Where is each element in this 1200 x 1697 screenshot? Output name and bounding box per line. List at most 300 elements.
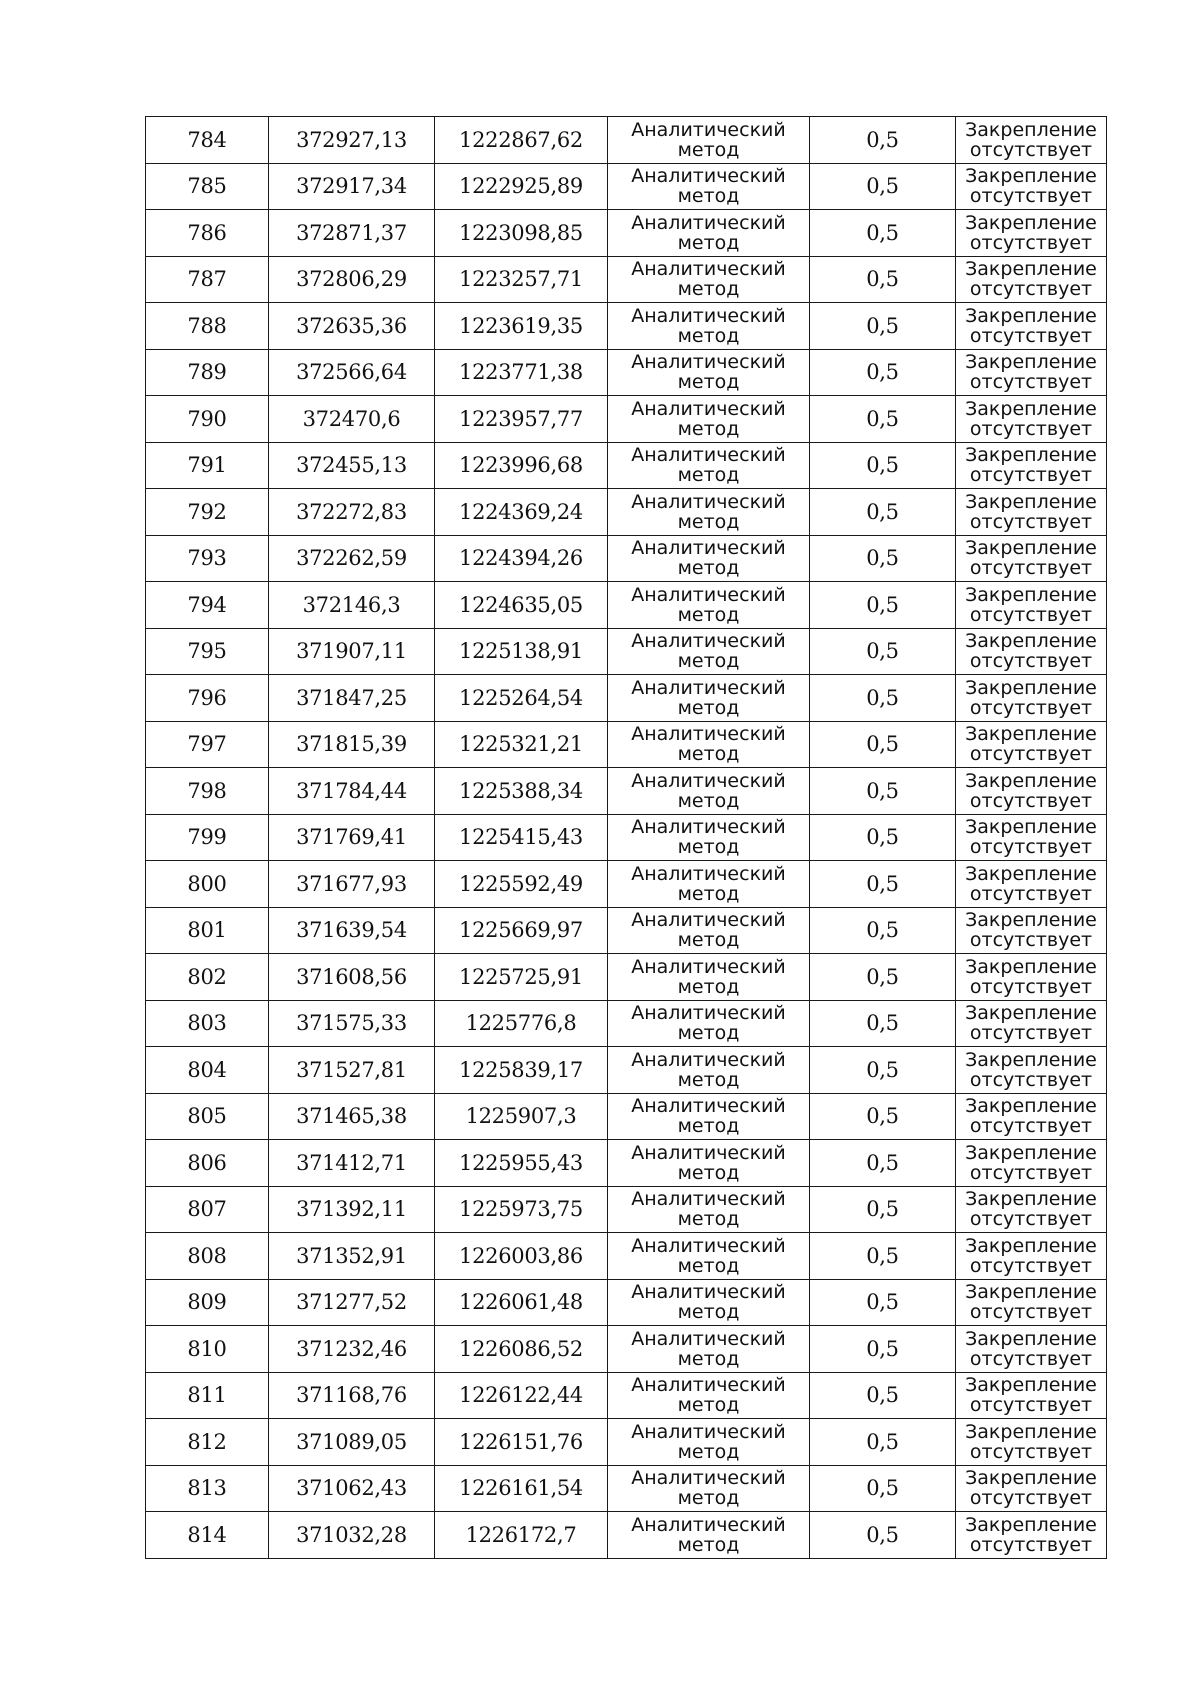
method-cell: [608, 1093, 810, 1140]
table-row: [146, 1186, 1107, 1233]
fixation-line-2: отсутствует: [969, 557, 1093, 580]
point-number-cell: 803: [146, 1000, 269, 1047]
method-line-2: метод: [677, 464, 740, 487]
accuracy-cell: 0,5: [810, 1419, 956, 1466]
fixation-cell: [956, 1279, 1107, 1326]
y-coordinate-cell: 1223619,35: [435, 303, 608, 350]
fixation-line-1: Закрепление: [965, 676, 1097, 699]
x-coordinate-cell: 372262,59: [269, 535, 435, 582]
y-coordinate-cell: 1223257,71: [435, 256, 608, 303]
method-line-1: Аналитический: [631, 1234, 786, 1257]
method-line-2: метод: [677, 1487, 740, 1510]
point-number-cell: 806: [146, 1140, 269, 1187]
fixation-line-2: отсутствует: [969, 417, 1093, 440]
table-row: [146, 628, 1107, 675]
method-line-1: Аналитический: [631, 1374, 786, 1397]
x-coordinate-cell: 372917,34: [269, 163, 435, 210]
table-row: [146, 349, 1107, 396]
fixation-line-2: отсутствует: [969, 185, 1093, 208]
x-coordinate-cell: 372272,83: [269, 489, 435, 536]
fixation-line-1: Закрепление: [965, 118, 1097, 141]
accuracy-cell: 0,5: [810, 163, 956, 210]
fixation-cell: [956, 1372, 1107, 1419]
fixation-line-1: Закрепление: [965, 1048, 1097, 1071]
table-row: [146, 489, 1107, 536]
table-row: [146, 814, 1107, 861]
fixation-cell: [956, 721, 1107, 768]
y-coordinate-cell: 1225776,8: [435, 1000, 608, 1047]
fixation-cell: [956, 954, 1107, 1001]
fixation-line-1: Закрепление: [965, 1234, 1097, 1257]
table-row: [146, 675, 1107, 722]
fixation-line-1: Закрепление: [965, 165, 1097, 188]
method-cell: [608, 442, 810, 489]
point-number-cell: 784: [146, 117, 269, 164]
method-line-2: метод: [677, 1347, 740, 1370]
method-line-1: Аналитический: [631, 909, 786, 932]
point-number-cell: 788: [146, 303, 269, 350]
accuracy-cell: 0,5: [810, 1047, 956, 1094]
fixation-line-2: отсутствует: [969, 324, 1093, 347]
x-coordinate-cell: 371062,43: [269, 1465, 435, 1512]
x-coordinate-cell: 371465,38: [269, 1093, 435, 1140]
method-line-1: Аналитический: [631, 816, 786, 839]
fixation-line-2: отсутствует: [969, 650, 1093, 673]
table-row: [146, 1093, 1107, 1140]
method-cell: [608, 1326, 810, 1373]
fixation-cell: [956, 861, 1107, 908]
fixation-cell: [956, 489, 1107, 536]
y-coordinate-cell: 1225725,91: [435, 954, 608, 1001]
fixation-line-1: Закрепление: [965, 1188, 1097, 1211]
y-coordinate-cell: 1225669,97: [435, 907, 608, 954]
point-number-cell: 794: [146, 582, 269, 629]
point-number-cell: 799: [146, 814, 269, 861]
method-cell: [608, 1140, 810, 1187]
accuracy-cell: 0,5: [810, 1279, 956, 1326]
fixation-line-1: Закрепление: [965, 583, 1097, 606]
fixation-cell: [956, 1419, 1107, 1466]
y-coordinate-cell: 1225592,49: [435, 861, 608, 908]
accuracy-cell: 0,5: [810, 1093, 956, 1140]
accuracy-cell: 0,5: [810, 1372, 956, 1419]
table-row: [146, 117, 1107, 164]
fixation-cell: [956, 768, 1107, 815]
method-line-1: Аналитический: [631, 1467, 786, 1490]
fixation-line-2: отсутствует: [969, 1022, 1093, 1045]
fixation-line-1: Закрепление: [965, 211, 1097, 234]
x-coordinate-cell: 371639,54: [269, 907, 435, 954]
x-coordinate-cell: 372871,37: [269, 210, 435, 257]
accuracy-cell: 0,5: [810, 861, 956, 908]
x-coordinate-cell: 371847,25: [269, 675, 435, 722]
y-coordinate-cell: 1225415,43: [435, 814, 608, 861]
y-coordinate-cell: 1223098,85: [435, 210, 608, 257]
x-coordinate-cell: 371527,81: [269, 1047, 435, 1094]
method-cell: [608, 582, 810, 629]
x-coordinate-cell: 371412,71: [269, 1140, 435, 1187]
point-number-cell: 808: [146, 1233, 269, 1280]
fixation-line-2: отсутствует: [969, 1161, 1093, 1184]
method-cell: [608, 489, 810, 536]
point-number-cell: 797: [146, 721, 269, 768]
table-row: [146, 768, 1107, 815]
method-cell: [608, 256, 810, 303]
fixation-cell: [956, 349, 1107, 396]
method-line-1: Аналитический: [631, 118, 786, 141]
fixation-line-1: Закрепление: [965, 351, 1097, 374]
y-coordinate-cell: 1225388,34: [435, 768, 608, 815]
method-line-2: метод: [677, 1254, 740, 1277]
fixation-line-1: Закрепление: [965, 258, 1097, 281]
fixation-line-1: Закрепление: [965, 1374, 1097, 1397]
accuracy-cell: 0,5: [810, 768, 956, 815]
method-line-1: Аналитический: [631, 676, 786, 699]
fixation-line-1: Закрепление: [965, 490, 1097, 513]
method-line-1: Аналитический: [631, 1281, 786, 1304]
point-number-cell: 798: [146, 768, 269, 815]
table-row: [146, 1140, 1107, 1187]
method-line-1: Аналитический: [631, 1513, 786, 1536]
fixation-cell: [956, 1000, 1107, 1047]
table-row: [146, 1279, 1107, 1326]
fixation-line-1: Закрепление: [965, 444, 1097, 467]
method-line-1: Аналитический: [631, 1188, 786, 1211]
coordinates-table: [145, 116, 1107, 1559]
table-row: [146, 1047, 1107, 1094]
fixation-line-1: Закрепление: [965, 862, 1097, 885]
fixation-cell: [956, 256, 1107, 303]
x-coordinate-cell: 371608,56: [269, 954, 435, 1001]
fixation-line-1: Закрепление: [965, 1513, 1097, 1536]
point-number-cell: 814: [146, 1512, 269, 1559]
fixation-line-2: отсутствует: [969, 836, 1093, 859]
method-line-2: метод: [677, 1440, 740, 1463]
method-cell: [608, 907, 810, 954]
fixation-line-2: отсутствует: [969, 603, 1093, 626]
x-coordinate-cell: 371352,91: [269, 1233, 435, 1280]
y-coordinate-cell: 1225907,3: [435, 1093, 608, 1140]
method-line-1: Аналитический: [631, 1002, 786, 1025]
accuracy-cell: 0,5: [810, 442, 956, 489]
table-row: [146, 861, 1107, 908]
y-coordinate-cell: 1225321,21: [435, 721, 608, 768]
method-line-1: Аналитический: [631, 1327, 786, 1350]
y-coordinate-cell: 1223996,68: [435, 442, 608, 489]
method-cell: [608, 954, 810, 1001]
table-row: [146, 1233, 1107, 1280]
method-line-1: Аналитический: [631, 304, 786, 327]
method-line-1: Аналитический: [631, 1048, 786, 1071]
table-row: [146, 907, 1107, 954]
table-row: [146, 535, 1107, 582]
accuracy-cell: 0,5: [810, 489, 956, 536]
method-line-2: метод: [677, 557, 740, 580]
point-number-cell: 785: [146, 163, 269, 210]
fixation-line-2: отсутствует: [969, 1347, 1093, 1370]
table-row: [146, 582, 1107, 629]
fixation-line-1: Закрепление: [965, 630, 1097, 653]
method-line-2: метод: [677, 231, 740, 254]
fixation-cell: [956, 582, 1107, 629]
x-coordinate-cell: 371232,46: [269, 1326, 435, 1373]
x-coordinate-cell: 371769,41: [269, 814, 435, 861]
point-number-cell: 791: [146, 442, 269, 489]
point-number-cell: 812: [146, 1419, 269, 1466]
accuracy-cell: 0,5: [810, 628, 956, 675]
fixation-cell: [956, 907, 1107, 954]
accuracy-cell: 0,5: [810, 396, 956, 443]
point-number-cell: 802: [146, 954, 269, 1001]
method-line-1: Аналитический: [631, 165, 786, 188]
method-line-2: метод: [677, 929, 740, 952]
method-line-2: метод: [677, 882, 740, 905]
x-coordinate-cell: 371677,93: [269, 861, 435, 908]
point-number-cell: 789: [146, 349, 269, 396]
x-coordinate-cell: 372146,3: [269, 582, 435, 629]
y-coordinate-cell: 1226151,76: [435, 1419, 608, 1466]
accuracy-cell: 0,5: [810, 675, 956, 722]
method-cell: [608, 1279, 810, 1326]
accuracy-cell: 0,5: [810, 814, 956, 861]
fixation-cell: [956, 1465, 1107, 1512]
method-cell: [608, 721, 810, 768]
fixation-line-1: Закрепление: [965, 909, 1097, 932]
point-number-cell: 793: [146, 535, 269, 582]
method-cell: [608, 1372, 810, 1419]
fixation-line-2: отсутствует: [969, 696, 1093, 719]
accuracy-cell: 0,5: [810, 721, 956, 768]
table-row: [146, 1326, 1107, 1373]
fixation-line-2: отсутствует: [969, 789, 1093, 812]
accuracy-cell: 0,5: [810, 1326, 956, 1373]
fixation-line-2: отсутствует: [969, 1533, 1093, 1556]
point-number-cell: 810: [146, 1326, 269, 1373]
fixation-line-2: отсутствует: [969, 371, 1093, 394]
x-coordinate-cell: 371784,44: [269, 768, 435, 815]
fixation-cell: [956, 117, 1107, 164]
point-number-cell: 792: [146, 489, 269, 536]
fixation-line-2: отсутствует: [969, 231, 1093, 254]
y-coordinate-cell: 1226122,44: [435, 1372, 608, 1419]
method-line-2: метод: [677, 603, 740, 626]
method-line-2: метод: [677, 650, 740, 673]
table-row: [146, 1000, 1107, 1047]
y-coordinate-cell: 1223771,38: [435, 349, 608, 396]
point-number-cell: 786: [146, 210, 269, 257]
fixation-line-2: отсутствует: [969, 882, 1093, 905]
fixation-line-2: отсутствует: [969, 510, 1093, 533]
fixation-line-2: отсутствует: [969, 1487, 1093, 1510]
method-line-1: Аналитический: [631, 1095, 786, 1118]
y-coordinate-cell: 1225839,17: [435, 1047, 608, 1094]
y-coordinate-cell: 1226061,48: [435, 1279, 608, 1326]
table-row: [146, 442, 1107, 489]
method-line-2: метод: [677, 696, 740, 719]
method-line-2: метод: [677, 371, 740, 394]
method-line-2: метод: [677, 789, 740, 812]
x-coordinate-cell: 371277,52: [269, 1279, 435, 1326]
method-cell: [608, 396, 810, 443]
fixation-line-2: отсутствует: [969, 138, 1093, 161]
accuracy-cell: 0,5: [810, 1140, 956, 1187]
table-row: [146, 1419, 1107, 1466]
method-line-1: Аналитический: [631, 537, 786, 560]
method-line-1: Аналитический: [631, 723, 786, 746]
y-coordinate-cell: 1224369,24: [435, 489, 608, 536]
method-cell: [608, 675, 810, 722]
accuracy-cell: 0,5: [810, 210, 956, 257]
y-coordinate-cell: 1224635,05: [435, 582, 608, 629]
fixation-cell: [956, 442, 1107, 489]
point-number-cell: 807: [146, 1186, 269, 1233]
y-coordinate-cell: 1226172,7: [435, 1512, 608, 1559]
method-line-2: метод: [677, 1022, 740, 1045]
fixation-cell: [956, 1047, 1107, 1094]
fixation-line-2: отсутствует: [969, 464, 1093, 487]
point-number-cell: 787: [146, 256, 269, 303]
method-cell: [608, 1419, 810, 1466]
method-line-2: метод: [677, 743, 740, 766]
point-number-cell: 796: [146, 675, 269, 722]
method-line-2: метод: [677, 836, 740, 859]
fixation-cell: [956, 1233, 1107, 1280]
method-line-2: метод: [677, 510, 740, 533]
method-line-2: метод: [677, 185, 740, 208]
x-coordinate-cell: 371032,28: [269, 1512, 435, 1559]
table-row: [146, 1372, 1107, 1419]
table-row: [146, 954, 1107, 1001]
x-coordinate-cell: 372635,36: [269, 303, 435, 350]
fixation-cell: [956, 210, 1107, 257]
method-line-1: Аналитический: [631, 444, 786, 467]
method-line-1: Аналитический: [631, 769, 786, 792]
table-row: [146, 1512, 1107, 1559]
fixation-line-1: Закрепление: [965, 1095, 1097, 1118]
accuracy-cell: 0,5: [810, 907, 956, 954]
fixation-cell: [956, 1093, 1107, 1140]
accuracy-cell: 0,5: [810, 1000, 956, 1047]
method-line-2: метод: [677, 1208, 740, 1231]
fixation-cell: [956, 163, 1107, 210]
method-line-2: метод: [677, 1533, 740, 1556]
method-line-2: метод: [677, 1301, 740, 1324]
y-coordinate-cell: 1225973,75: [435, 1186, 608, 1233]
accuracy-cell: 0,5: [810, 117, 956, 164]
method-cell: [608, 303, 810, 350]
method-line-1: Аналитический: [631, 1141, 786, 1164]
y-coordinate-cell: 1226086,52: [435, 1326, 608, 1373]
table-row: [146, 210, 1107, 257]
method-line-2: метод: [677, 1394, 740, 1417]
method-cell: [608, 535, 810, 582]
method-cell: [608, 210, 810, 257]
y-coordinate-cell: 1226003,86: [435, 1233, 608, 1280]
method-cell: [608, 1186, 810, 1233]
method-cell: [608, 1512, 810, 1559]
method-line-1: Аналитический: [631, 258, 786, 281]
method-cell: [608, 628, 810, 675]
accuracy-cell: 0,5: [810, 954, 956, 1001]
method-cell: [608, 349, 810, 396]
x-coordinate-cell: 371575,33: [269, 1000, 435, 1047]
fixation-line-1: Закрепление: [965, 1467, 1097, 1490]
point-number-cell: 809: [146, 1279, 269, 1326]
fixation-line-1: Закрепление: [965, 769, 1097, 792]
table-row: [146, 303, 1107, 350]
fixation-line-2: отсутствует: [969, 1254, 1093, 1277]
fixation-line-1: Закрепление: [965, 816, 1097, 839]
point-number-cell: 804: [146, 1047, 269, 1094]
method-cell: [608, 1047, 810, 1094]
fixation-line-2: отсутствует: [969, 1068, 1093, 1091]
point-number-cell: 790: [146, 396, 269, 443]
y-coordinate-cell: 1223957,77: [435, 396, 608, 443]
fixation-line-1: Закрепление: [965, 1002, 1097, 1025]
fixation-cell: [956, 396, 1107, 443]
method-cell: [608, 814, 810, 861]
point-number-cell: 795: [146, 628, 269, 675]
y-coordinate-cell: 1225955,43: [435, 1140, 608, 1187]
accuracy-cell: 0,5: [810, 1465, 956, 1512]
method-line-1: Аналитический: [631, 1420, 786, 1443]
fixation-cell: [956, 1326, 1107, 1373]
method-line-2: метод: [677, 1161, 740, 1184]
accuracy-cell: 0,5: [810, 1512, 956, 1559]
accuracy-cell: 0,5: [810, 303, 956, 350]
y-coordinate-cell: 1222925,89: [435, 163, 608, 210]
method-line-1: Аналитический: [631, 490, 786, 513]
fixation-line-1: Закрепление: [965, 723, 1097, 746]
point-number-cell: 811: [146, 1372, 269, 1419]
fixation-cell: [956, 1140, 1107, 1187]
accuracy-cell: 0,5: [810, 535, 956, 582]
fixation-cell: [956, 1512, 1107, 1559]
fixation-line-1: Закрепление: [965, 1141, 1097, 1164]
method-line-1: Аналитический: [631, 351, 786, 374]
y-coordinate-cell: 1222867,62: [435, 117, 608, 164]
x-coordinate-cell: 372806,29: [269, 256, 435, 303]
point-number-cell: 801: [146, 907, 269, 954]
fixation-line-2: отсутствует: [969, 929, 1093, 952]
fixation-line-1: Закрепление: [965, 537, 1097, 560]
fixation-cell: [956, 675, 1107, 722]
x-coordinate-cell: 371392,11: [269, 1186, 435, 1233]
x-coordinate-cell: 372470,6: [269, 396, 435, 443]
method-line-2: метод: [677, 417, 740, 440]
accuracy-cell: 0,5: [810, 1186, 956, 1233]
method-line-2: метод: [677, 1068, 740, 1091]
fixation-line-1: Закрепление: [965, 1327, 1097, 1350]
method-line-2: метод: [677, 278, 740, 301]
fixation-line-2: отсутствует: [969, 278, 1093, 301]
method-line-2: метод: [677, 1115, 740, 1138]
fixation-line-1: Закрепление: [965, 1420, 1097, 1443]
accuracy-cell: 0,5: [810, 256, 956, 303]
method-line-2: метод: [677, 324, 740, 347]
fixation-line-1: Закрепление: [965, 304, 1097, 327]
method-line-1: Аналитический: [631, 630, 786, 653]
x-coordinate-cell: 371168,76: [269, 1372, 435, 1419]
fixation-cell: [956, 535, 1107, 582]
fixation-cell: [956, 628, 1107, 675]
y-coordinate-cell: 1226161,54: [435, 1465, 608, 1512]
fixation-cell: [956, 814, 1107, 861]
method-line-1: Аналитический: [631, 211, 786, 234]
fixation-line-2: отсутствует: [969, 1115, 1093, 1138]
x-coordinate-cell: 371907,11: [269, 628, 435, 675]
coordinates-table-body: [146, 117, 1107, 1559]
